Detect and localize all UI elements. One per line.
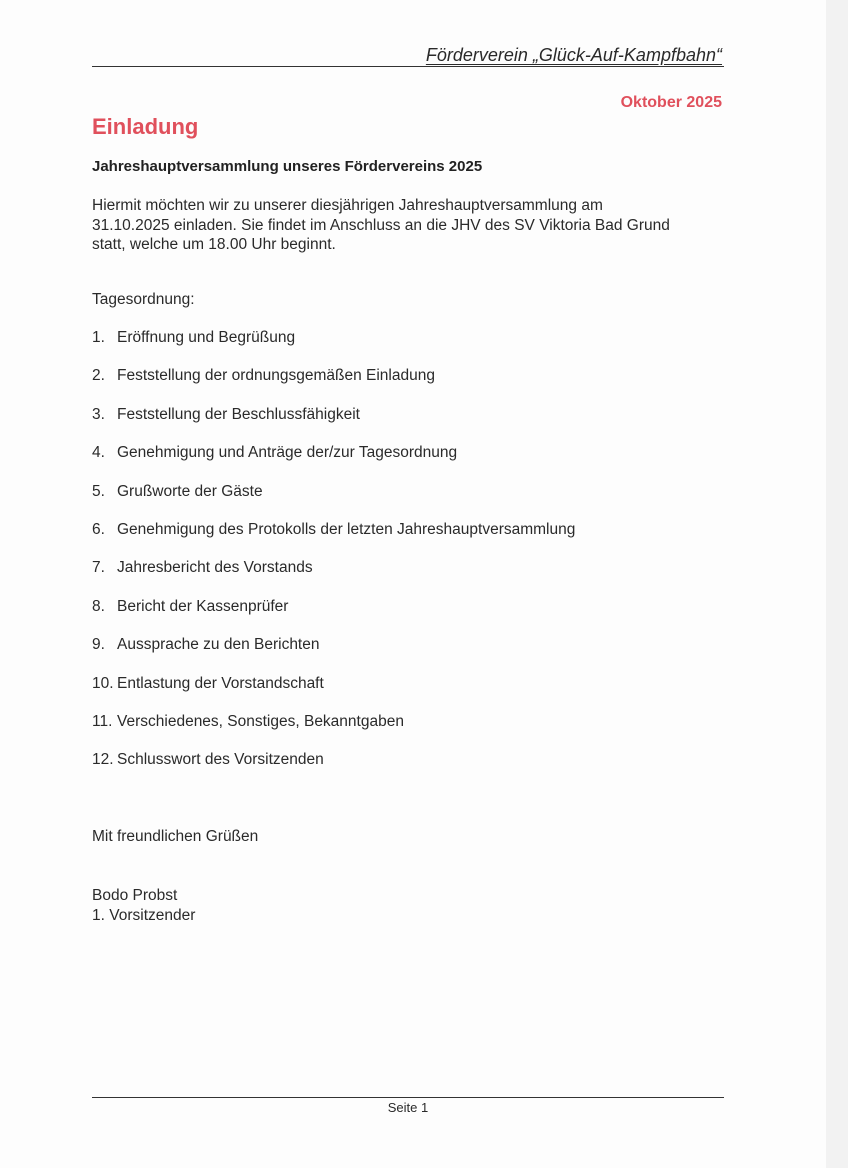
- agenda-item: [92, 636, 575, 674]
- agenda-item-number: 12.: [92, 751, 114, 769]
- agenda-item-text: Eröffnung und Begrüßung: [117, 329, 296, 346]
- agenda-label: Tagesordnung:: [92, 291, 195, 308]
- agenda-item-text: Genehmigung und Anträge der/zur Tagesordnung: [117, 444, 458, 462]
- agenda-item: [92, 367, 575, 405]
- agenda-item-text: Entlastung der Vorstandschaft: [117, 674, 324, 692]
- document-date: Oktober 2025: [620, 94, 722, 111]
- intro-line: 31.10.2025 einladen. Sie findet im Anschluss an die JHV des SV Viktoria Bad Grund: [92, 216, 670, 234]
- signer-name: Bodo Probst: [92, 887, 178, 904]
- agenda-item-number: 3.: [92, 405, 105, 423]
- agenda-item-number: 4.: [92, 444, 105, 462]
- closing-greeting: Mit freundlichen Grüßen: [92, 828, 259, 845]
- agenda-item: [92, 751, 575, 789]
- agenda-item-number: 1.: [92, 329, 105, 346]
- agenda-item-text: Jahresbericht des Vorstands: [117, 559, 313, 577]
- intro-paragraph: [92, 196, 732, 255]
- footer-divider: [92, 1097, 724, 1098]
- agenda-item: [92, 329, 575, 367]
- agenda-item: [92, 713, 575, 751]
- agenda-item-number: 7.: [92, 559, 105, 577]
- header-divider: [92, 66, 724, 67]
- agenda-item: [92, 444, 575, 482]
- agenda-item-number: 8.: [92, 597, 105, 615]
- agenda-item: [92, 521, 575, 559]
- agenda-item: [92, 483, 575, 521]
- agenda-item-text: Feststellung der Beschlussfähigkeit: [117, 405, 360, 423]
- agenda-item-number: 2.: [92, 367, 105, 385]
- page-title: Einladung: [92, 114, 199, 139]
- intro-line: Hiermit möchten wir zu unserer diesjährigen Jahreshauptversammlung am: [92, 197, 603, 214]
- intro-line: statt, welche um 18.00 Uhr beginnt.: [92, 236, 336, 253]
- agenda-item-text: Verschiedenes, Sonstiges, Bekanntgaben: [117, 712, 404, 730]
- signature-block: [92, 886, 195, 925]
- agenda-item: [92, 598, 575, 636]
- agenda-item: [92, 559, 575, 597]
- agenda-item-number: 11.: [92, 712, 113, 730]
- page-number: Seite 1: [387, 1100, 429, 1115]
- agenda-item-text: Aussprache zu den Berichten: [117, 636, 320, 654]
- agenda-item-text: Schlusswort des Vorsitzenden: [117, 751, 324, 769]
- agenda-item-text: Feststellung der ordnungsgemäßen Einladung: [117, 367, 435, 385]
- agenda-item: [92, 406, 575, 444]
- header-title: Förderverein „Glück-Auf-Kampfbahn“: [425, 45, 722, 65]
- agenda-item-text: Genehmigung des Protokolls der letzten Jahreshauptversammlung: [117, 520, 576, 538]
- agenda-item-text: Bericht der Kassenprüfer: [117, 597, 289, 615]
- subject-line: Jahreshauptversammlung unseres Fördervereins 2025: [92, 158, 483, 175]
- agenda-item-number: 9.: [92, 636, 105, 654]
- agenda-item-number: 5.: [92, 482, 105, 500]
- agenda-item-number: 6.: [92, 520, 105, 538]
- agenda-item: [92, 675, 575, 713]
- agenda-list: [92, 329, 575, 790]
- signer-role: 1. Vorsitzender: [92, 906, 196, 924]
- agenda-item-number: 10.: [92, 674, 114, 692]
- agenda-item-text: Grußworte der Gäste: [117, 482, 263, 500]
